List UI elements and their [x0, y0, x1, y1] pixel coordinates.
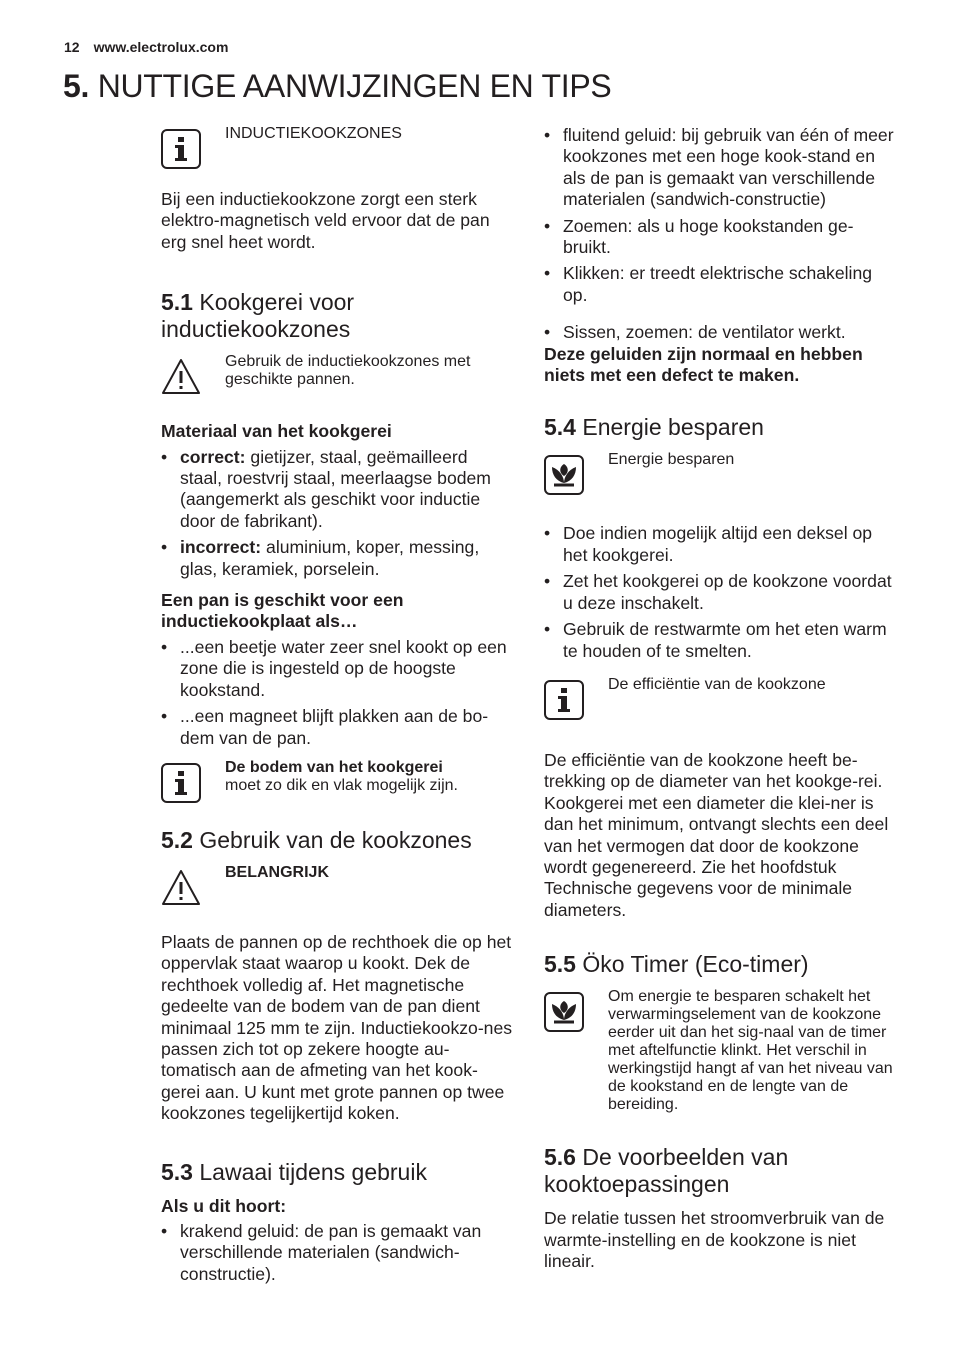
- list-item: • Doe indien mogelijk altijd een deksel op het kookgerei.: [544, 523, 896, 566]
- material-heading: Materiaal van het kookgerei: [161, 421, 392, 442]
- warning-notice-pans: [161, 353, 513, 397]
- section-title: Gebruik van de kookzones: [199, 826, 472, 853]
- list-item: • ...een magneet blijft plakken aan de bo-dem van de pan.: [161, 706, 513, 749]
- list-item: [161, 447, 513, 533]
- section-number: 5.1: [161, 289, 193, 316]
- list-item: • Gebruik de restwarmte om het eten warm te houden of te smelten.: [544, 619, 896, 662]
- info-notice-induction: [161, 125, 513, 169]
- notice-text: [225, 759, 458, 795]
- list-item: • Sissen, zoemen: de ventilator werkt.: [544, 322, 896, 343]
- section-number: 5.3: [161, 1158, 193, 1185]
- list-item: • ...een beetje water zeer snel kookt op een zone die is ingesteld op de hoogste kookstand.: [161, 637, 513, 701]
- info-icon: [161, 763, 201, 803]
- notice-text: Energie besparen: [608, 451, 735, 469]
- intro-paragraph: Bij een inductiekookzone zorgt een sterk elektro-magnetisch veld ervoor dat de pan erg snel heet wordt.: [161, 189, 490, 252]
- warning-icon: [161, 868, 201, 908]
- section-5-6-paragraph: De relatie tussen het stroomverbruik van de warmte-instelling en de kookzone is niet lineair.: [544, 1208, 885, 1271]
- noise-list-left: [161, 1221, 513, 1285]
- efficiency-paragraph: De efficiëntie van de kookzone heeft be-trekking op de diameter van het kookge-rei. Kookgerei met een diameter die klei-ner is dan het minimum, ontvangt slechts een deel van het vermogen dat door de kookzone wordt gegenereerd. Zie het hoofdstuk Technische gegevens voor de minimale diameters.: [544, 749, 889, 920]
- section-number: 5.4: [544, 414, 576, 441]
- eco-leaf-icon: [544, 992, 584, 1032]
- list-item: • Zet het kookgerei op de kookzone voordat u deze inschakelt.: [544, 571, 896, 614]
- notice-text: Om energie te besparen schakelt het verwarmingselement van de kookzone eerder uit dan het sig-naal van de timer met aftelfunctie klinkt. Het verschil in werkingstijd hangt af van het niveau van de kookstand en de lengte van de bereiding.: [608, 988, 893, 1114]
- info-icon: [161, 129, 201, 169]
- eco-notice-timer: [544, 988, 896, 1114]
- pan-suitability-list: [161, 637, 513, 749]
- info-notice-efficiency: [544, 676, 896, 720]
- page-number: 12: [64, 39, 80, 55]
- section-5-2-heading: [161, 827, 513, 854]
- chapter-title-text: NUTTIGE AANWIJZINGEN EN TIPS: [97, 68, 612, 104]
- section-title: Energie besparen: [582, 414, 764, 441]
- section-number: 5.5: [544, 951, 576, 978]
- notice-bold: De bodem van het kookgerei: [225, 758, 443, 776]
- eco-leaf-icon: [544, 455, 584, 495]
- info-icon: [544, 680, 584, 720]
- notice-text: Gebruik de inductiekookzones met geschikte pannen.: [225, 353, 471, 389]
- list-item-text: gietijzer, staal, geëmailleerd staal, roestvrij staal, meerlaagse bodem (aangemerkt als geschikt voor inductie door de fabrikant).: [180, 446, 491, 531]
- list-item-label: correct:: [180, 446, 246, 467]
- section-title: Lawaai tijdens gebruik: [199, 1158, 427, 1185]
- left-column: [161, 125, 513, 1295]
- notice-body: moet zo dik en vlak mogelijk zijn.: [225, 776, 458, 794]
- section-title: Kookgerei voor inductiekookzones: [161, 289, 355, 343]
- list-item: [161, 537, 513, 580]
- noise-list-right: [544, 125, 896, 306]
- section-5-4-heading: [544, 414, 896, 441]
- right-column: [544, 125, 896, 1272]
- info-notice-bottom: [161, 759, 513, 803]
- list-item: • Zoemen: als u hoge kookstanden ge-bruikt.: [544, 216, 896, 259]
- page-header: [64, 39, 228, 55]
- material-list: [161, 447, 513, 580]
- section-title: Öko Timer (Eco-timer): [582, 951, 809, 978]
- energy-tips-list: [544, 523, 896, 661]
- list-item-text: aluminium, koper, messing, glas, keramiek, porselein.: [180, 537, 480, 579]
- website: www.electrolux.com: [93, 39, 229, 55]
- list-item: • fluitend geluid: bij gebruik van één of meer kookzones met een hoge kook-stand en als de pan is gemaakt van verschillende materialen (sandwich-constructie): [544, 125, 896, 211]
- list-item: • Klikken: er treedt elektrische schakeling op.: [544, 263, 896, 306]
- section-number: 5.6: [544, 1144, 576, 1171]
- section-5-6-heading: [544, 1144, 896, 1198]
- chapter-number: 5.: [63, 68, 90, 104]
- noise-list-right-2: [544, 322, 896, 343]
- section-5-3-heading: [161, 1159, 513, 1186]
- pan-suitability-heading: Een pan is geschikt voor een inductiekookplaat als…: [161, 590, 404, 632]
- notice-text: INDUCTIEKOOKZONES: [225, 125, 402, 142]
- eco-notice-energy: [544, 451, 896, 495]
- warning-notice-important: [161, 864, 513, 908]
- noise-note: Deze geluiden zijn normaal en hebben niets met een defect te maken.: [544, 343, 863, 386]
- noise-subheading: Als u dit hoort:: [161, 1195, 287, 1216]
- list-item-label: incorrect:: [180, 537, 262, 558]
- section-5-1-heading: [161, 289, 513, 343]
- section-5-2-paragraph: Plaats de pannen op de rechthoek die op het oppervlak staat waarop u kookt. Dek de rechthoek volledig af. Het magnetische gedeelte van de bodem van de pan dient minimaal 125 mm te zijn. Inductiekookzo-nes passen zich tot op zekere hoogte au-tomatisch aan de afmeting van het kook-gerei aan. U kunt met grote pannen op twee kookzones tegelijkertijd koken.: [161, 931, 513, 1124]
- section-title: De voorbeelden van kooktoepassingen: [544, 1144, 789, 1198]
- list-item: • krakend geluid: de pan is gemaakt van verschillende materialen (sandwich-constructie).: [161, 1221, 513, 1285]
- warning-icon: [161, 357, 201, 397]
- notice-text: BELANGRIJK: [225, 863, 330, 881]
- section-number: 5.2: [161, 826, 193, 853]
- notice-text: De efficiëntie van de kookzone: [608, 675, 826, 693]
- chapter-title: [63, 68, 611, 105]
- section-5-5-heading: [544, 951, 896, 978]
